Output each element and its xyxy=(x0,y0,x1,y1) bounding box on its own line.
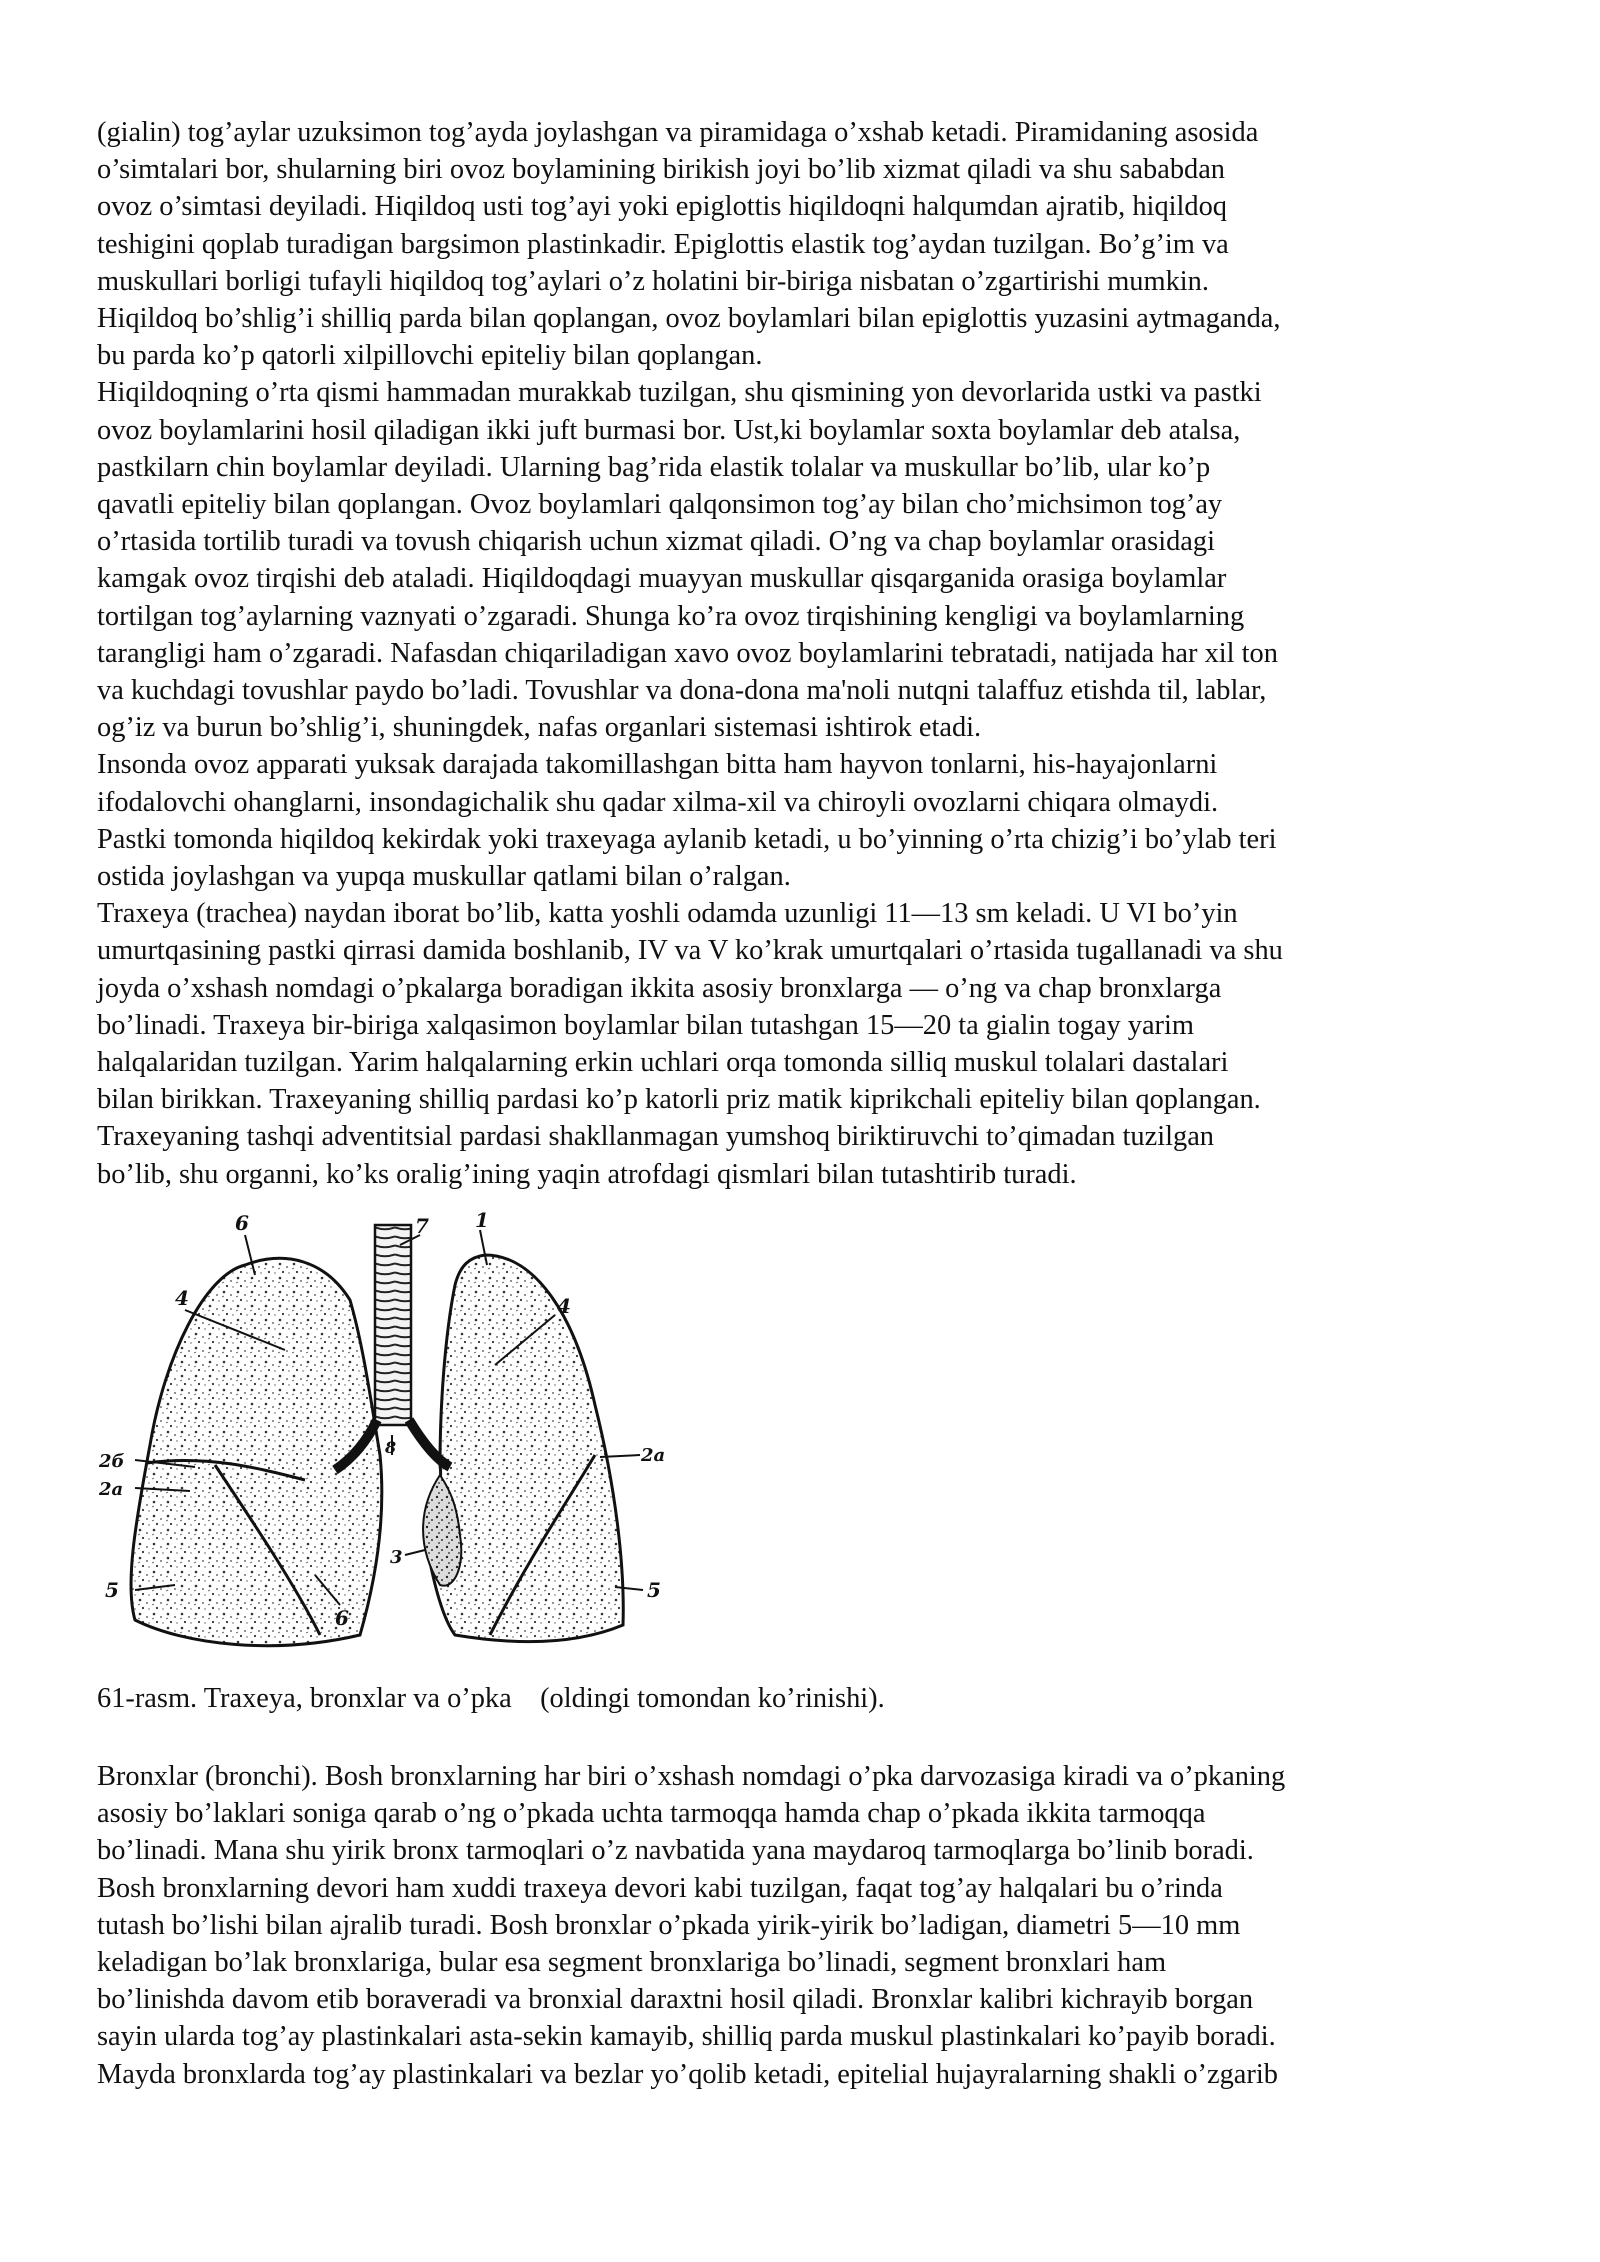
lungs-trachea-bronchi-illustration xyxy=(95,1205,675,1665)
figure-caption: 61-rasm. Traxeya, bronxlar va o’pka (oldingi tomondan ko’rinishi). xyxy=(97,1683,885,1714)
figure-label: 5 xyxy=(105,1578,119,1602)
text-line: qavatli epiteliy bilan qoplangan. Ovoz boylamlari qalqonsimon tog’ay bilan cho’michsimon tog’ay xyxy=(97,489,1223,521)
right-lung xyxy=(131,1258,382,1645)
text-line: Mayda bronxlarda tog’ay plastinkalari va bezlar yo’qolib ketadi, epitelial hujayralarning shakli o’zgarib xyxy=(97,2058,1278,2090)
text-line: joyda o’xshash nomdagi o’pkalarga boradigan ikkita asosiy bronxlarga — o’ng va chap bronxlarga xyxy=(97,972,1222,1004)
text-line: muskullari borligi tufayli hiqildoq tog’aylari o’z holatini bir-biriga nisbatan o’zgartirishi mumkin. xyxy=(97,265,1209,297)
text-line: ifodalovchi ohanglarni, insondagichalik shu qadar xilma-xil va chiroyli ovozlarni chiqara olmaydi. xyxy=(97,786,1219,818)
figure-label: 8 xyxy=(385,1438,397,1457)
text-line: Bronxlar (bronchi). Bosh bronxlarning har biri o’xshash nomdagi o’pka darvozasiga kiradi va o’pkaning xyxy=(97,1761,1286,1792)
text-line: Pastki tomonda hiqildoq kekirdak yoki traxeyaga aylanib ketadi, u bo’yinning o’rta chizig’i bo’ylab teri xyxy=(97,823,1277,855)
figure-label: 2б xyxy=(99,1451,125,1472)
text-line: teshigini qoplab turadigan bargsimon plastinkadir. Epiglottis elastik tog’aydan tuzilgan. Bo’g’im va xyxy=(97,228,1229,260)
figure-label: 3 xyxy=(390,1547,403,1568)
text-line: halqalaridan tuzilgan. Yarim halqalarning erkin uchlari orqa tomonda silliq muskul tolalari dastalari xyxy=(97,1047,1229,1079)
text-line: bo’linadi. Traxeya bir-biriga xalqasimon boylamlar bilan tutashgan 15—20 ta gialin togay yarim xyxy=(97,1009,1194,1041)
figure-label: 6 xyxy=(335,1606,349,1630)
text-line: asosiy bo’laklari soniga qarab o’ng o’pkada uchta tarmoqqa hamda chap o’pkada ikkita tarmoqqa xyxy=(97,1798,1206,1830)
text-line: tarangligi ham o’zgaradi. Nafasdan chiqariladigan xavo ovoz boylamlarini tebratadi, natijada har xil ton xyxy=(97,637,1278,669)
text-line: bo’linadi. Mana shu yirik bronx tarmoqlari o’z navbatida yana maydaroq tarmoqlarga bo’linib boradi. xyxy=(97,1835,1254,1867)
text-line: Traxeyaning tashqi adventitsial pardasi shakllanmagan yumshoq biriktiruvchi to’qimadan tuzilgan xyxy=(97,1121,1214,1153)
text-line: umurtqasining pastki qirrasi damida boshlanib, IV va V ko’krak umurtqalari o’rtasida tugallanadi va shu xyxy=(97,935,1283,967)
text-line: va kuchdagi tovushlar paydo bo’ladi. Tovushlar va dona-dona ma'noli nutqni talaffuz etishda til, lablar, xyxy=(97,675,1267,707)
text-line: kamgak ovoz tirqishi deb ataladi. Hiqildoqdagi muayyan muskullar qisqarganida orasiga boylamlar xyxy=(97,563,1227,595)
text-line: o’rtasida tortilib turadi va tovush chiqarish uchun xizmat qiladi. O’ng va chap boylamlar orasidagi xyxy=(97,526,1215,558)
text-line: Insonda ovoz apparati yuksak darajada takomillashgan bitta ham hayvon tonlarni, his-hayajonlarni xyxy=(97,749,1218,781)
figure-label: 5 xyxy=(647,1578,661,1602)
text-line: bilan birikkan. Traxeyaning shilliq pardasi ko’p katorli priz matik kiprikchali epiteliy bilan qoplangan. xyxy=(97,1084,1261,1116)
text-line: og’iz va burun bo’shlig’i, shuningdek, nafas organlari sistemasi ishtirok etadi. xyxy=(97,712,982,744)
text-line: Traxeya (trachea) naydan iborat bo’lib, katta yoshli odamda uzunligi 11—13 sm keladi. U VI bo’yin xyxy=(97,898,1238,930)
text-line: sayin ularda tog’ay plastinkalari asta-sekin kamayib, shilliq parda muskul plastinkalari ko’payib boradi. xyxy=(97,2021,1276,2053)
text-line: o’simtalari bor, shularning biri ovoz boylamining birikish joyi bo’lib xizmat qiladi va shu sababdan xyxy=(97,154,1225,186)
figure-label: 4 xyxy=(557,1294,571,1318)
figure-label: 2а xyxy=(641,1445,666,1466)
text-line: pastkilarn chin boylamlar deyiladi. Ularning bag’rida elastik tolalar va muskullar bo’lib, ular ko’p xyxy=(97,451,1211,483)
text-line: ovoz o’simtasi deyiladi. Hiqildoq usti tog’ayi yoki epiglottis hiqildoqni halqumdan ajratib, hiqildoq xyxy=(97,191,1227,223)
text-line: bo’lib, shu organni, ko’ks oralig’ining yaqin atrofdagi qismlari bilan tutashtirib turadi. xyxy=(97,1158,1077,1190)
text-line: Bosh bronxlarning devori ham xuddi traxeya devori kabi tuzilgan, faqat tog’ay halqalari bu o’rinda xyxy=(97,1872,1223,1904)
text-line: (gialin) tog’aylar uzuksimon tog’ayda joylashgan va piramidaga o’xshab ketadi. Piramidaning asosida xyxy=(97,117,1259,148)
figure-label: 7 xyxy=(415,1214,429,1238)
text-line: keladigan bo’lak bronxlariga, bular esa segment bronxlariga bo’linadi, segment bronxlari ham xyxy=(97,1947,1167,1979)
text-line: ovoz boylamlarini hosil qiladigan ikki juft burmasi bor. Ust,ki boylamlar soxta boylamlar deb atalsa, xyxy=(97,414,1241,446)
trachea xyxy=(375,1225,411,1425)
text-line: bo’linishda davom etib boraveradi va bronxial daraxtni hosil qiladi. Bronxlar kalibri kichrayib borgan xyxy=(97,1984,1254,2016)
text-line: Hiqildoqning o’rta qismi hammadan murakkab tuzilgan, shu qismining yon devorlarida ustki va pastki xyxy=(97,377,1262,409)
lung-figure xyxy=(95,1205,675,1665)
text-line: tortilgan tog’aylarning vaznyati o’zgaradi. Shunga ko’ra ovoz tirqishining kengligi va boylamlarning xyxy=(97,600,1245,632)
figure-label: 2а xyxy=(99,1479,124,1500)
text-line: bu parda ko’p qatorli xilpillovchi epiteliy bilan qoplangan. xyxy=(97,340,763,372)
text-line: ostida joylashgan va yupqa muskullar qatlami bilan o’ralgan. xyxy=(97,861,791,893)
text-block-top xyxy=(97,114,1517,1193)
figure-label: 6 xyxy=(235,1211,249,1235)
text-block-bottom xyxy=(97,1758,1517,2093)
figure-label: 4 xyxy=(175,1286,189,1310)
text-line: Hiqildoq bo’shlig’i shilliq parda bilan qoplangan, ovoz boylamlari bilan epiglottis yuzasini aytmaganda, xyxy=(97,303,1281,335)
text-line: tutash bo’lishi bilan ajralib turadi. Bosh bronxlar o’pkada yirik-yirik bo’ladigan, diametri 5—10 mm xyxy=(97,1909,1241,1941)
left-lung xyxy=(425,1255,623,1642)
figure-label: 1 xyxy=(475,1208,489,1232)
